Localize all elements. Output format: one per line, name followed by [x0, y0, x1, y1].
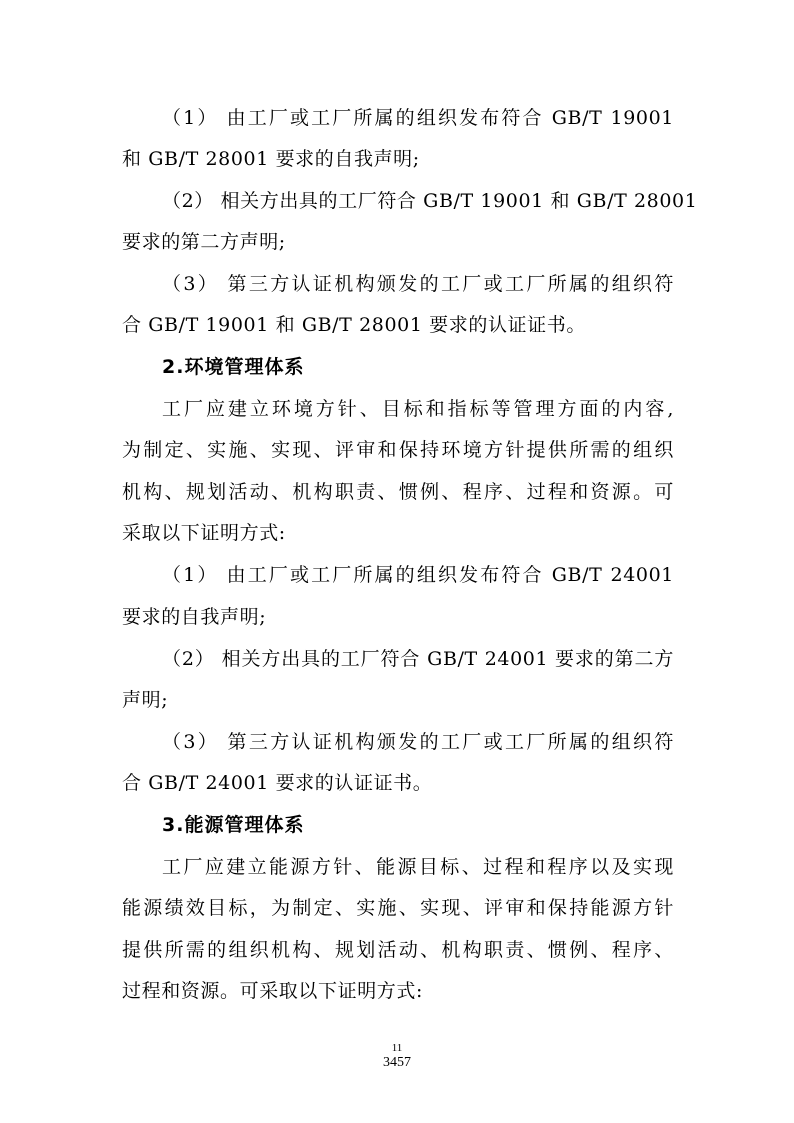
paragraph-line: （3） 第三方认证机构颁发的工厂或工厂所属的组织符	[162, 731, 674, 753]
paragraph-line: （2） 相关方出具的工厂符合 GB/T 24001 要求的第二方	[162, 648, 674, 670]
paragraph-line: 能源绩效目标，为制定、实施、实现、评审和保持能源方针	[122, 897, 674, 919]
paragraph-line: 采取以下证明方式:	[122, 522, 286, 544]
paragraph-line: 过程和资源。可采取以下证明方式:	[122, 980, 424, 1002]
paragraph-line: 合 GB/T 19001 和 GB/T 28001 要求的认证证书。	[122, 314, 586, 336]
paragraph-line: 机构、规划活动、机构职责、惯例、程序、过程和资源。可	[122, 481, 674, 503]
paragraph-line: （2） 相关方出具的工厂符合 GB/T 19001 和 GB/T 28001	[162, 190, 698, 212]
paragraph-line: 合 GB/T 24001 要求的认证证书。	[122, 772, 433, 794]
paragraph-line: （1） 由工厂或工厂所属的组织发布符合 GB/T 19001	[162, 107, 674, 129]
total-page-number: 3457	[383, 1055, 411, 1070]
paragraph-line: 为制定、实施、实现、评审和保持环境方针提供所需的组织	[122, 439, 674, 461]
paragraph-line: 提供所需的组织机构、规划活动、机构职责、惯例、程序、	[122, 939, 674, 961]
paragraph-line: 要求的自我声明;	[122, 606, 267, 628]
paragraph-line: 工厂应建立能源方针、能源目标、过程和程序以及实现	[162, 856, 674, 878]
paragraph-line: 要求的第二方声明;	[122, 231, 286, 253]
section-heading: 3.能源管理体系	[162, 814, 305, 836]
section-heading: 2.环境管理体系	[162, 356, 305, 378]
paragraph-line: 和 GB/T 28001 要求的自我声明;	[122, 148, 420, 170]
paragraph-line: 工厂应建立环境方针、目标和指标等管理方面的内容,	[162, 398, 674, 420]
paragraph-line: （3） 第三方认证机构颁发的工厂或工厂所属的组织符	[162, 273, 674, 295]
paragraph-line: （1） 由工厂或工厂所属的组织发布符合 GB/T 24001	[162, 564, 674, 586]
paragraph-line: 声明;	[122, 689, 169, 711]
page-number: 11	[391, 1042, 403, 1054]
